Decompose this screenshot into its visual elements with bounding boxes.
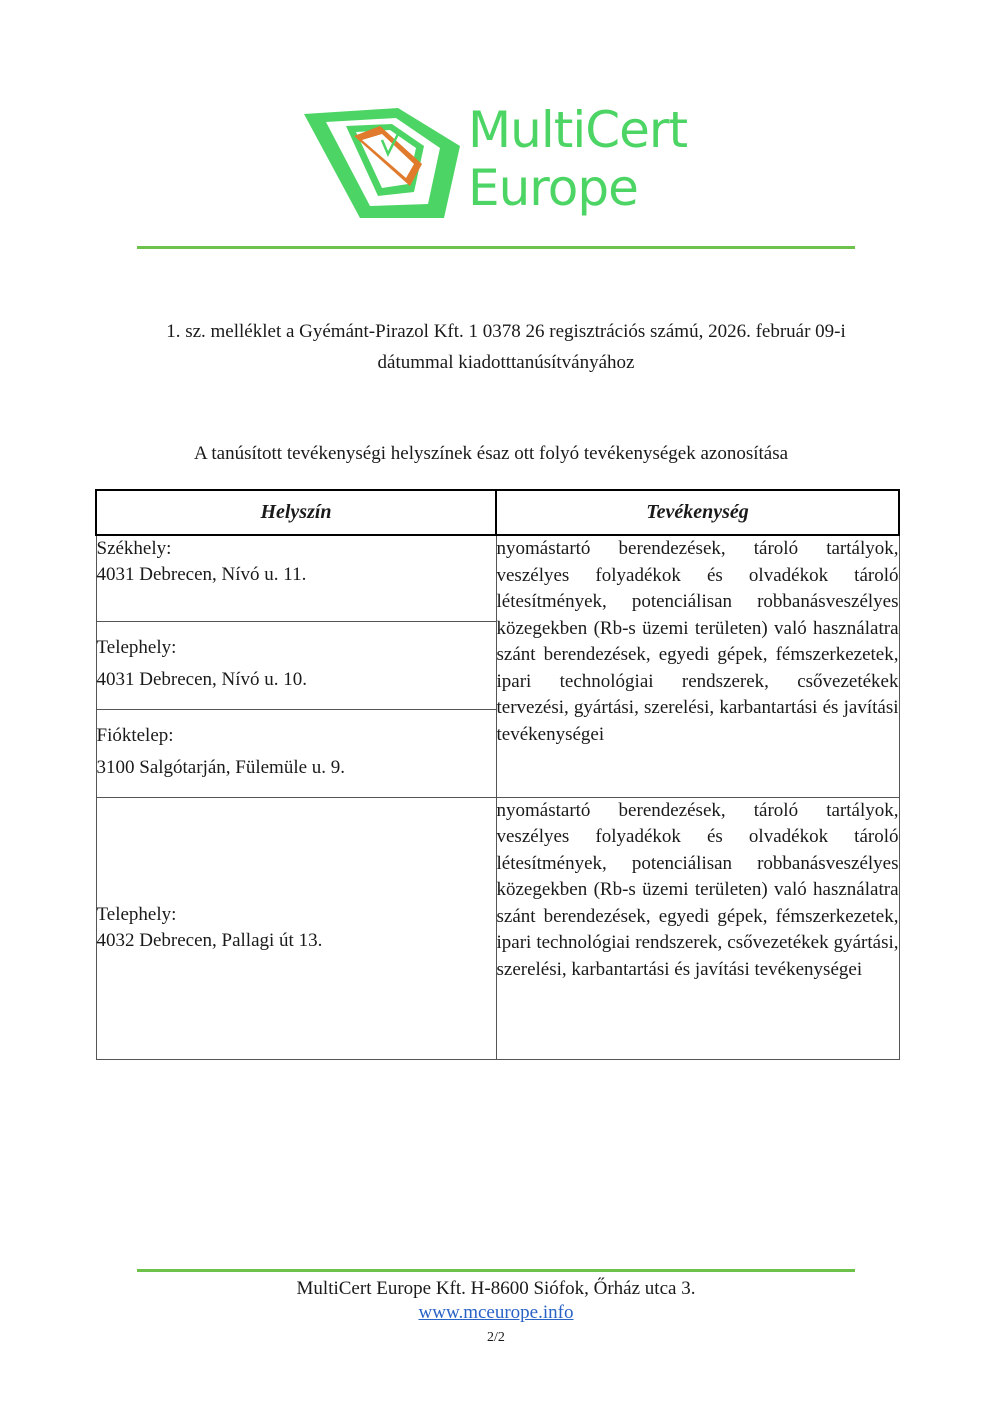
logo-text-line2: Europe <box>468 159 638 217</box>
location-label: Székhely: <box>96 538 172 559</box>
footer-address: MultiCert Europe Kft. H-8600 Siófok, Őrház utca 3. <box>296 1278 696 1299</box>
footer-website-link[interactable]: www.mceurope.info <box>418 1302 574 1323</box>
location-cell <box>96 797 496 1059</box>
table-row <box>96 797 899 1059</box>
header-divider <box>137 246 855 249</box>
multicert-logo <box>300 100 700 230</box>
page-number: 2/2 <box>487 1330 505 1345</box>
location-cell <box>96 709 496 797</box>
annex-title <box>96 316 916 378</box>
location-label: Telephely: <box>96 636 177 658</box>
logo-text-line1: MultiCert <box>468 101 688 159</box>
table-caption: A tanúsított tevékenységi helyszínek ésaz ott folyó tevékenységek azonosítása <box>193 443 789 464</box>
table-row <box>96 535 899 621</box>
location-cell <box>96 535 496 621</box>
location-address: 4031 Debrecen, Nívó u. 10. <box>96 668 308 690</box>
activity-cell: nyomástartó berendezések, tároló tartályok, veszélyes folyadékok és olvadékok tároló létesítmények, potenciálisan robbanásveszélyes közegekben (Rb-s üzemi területen) való használatra szánt berendezések, egyedi gépek, fémszerkezetek, ipari technológiai rendszerek, csővezetékek tervezési, gyártási, szerelési, karbantartási és javítási tevékenységei <box>496 535 899 797</box>
annex-title-line2: dátummal kiadotttanúsítványához <box>377 352 635 373</box>
header-location: Helyszín <box>96 490 496 535</box>
header-activity: Tevékenység <box>496 490 899 535</box>
location-address: 4032 Debrecen, Pallagi út 13. <box>96 930 323 951</box>
location-cell <box>96 621 496 709</box>
annex-title-line1: 1. sz. melléklet a Gyémánt-Pirazol Kft. 1 0378 26 regisztrációs számú, 2026. február 09-i <box>166 321 846 342</box>
location-address: 3100 Salgótarján, Fülemüle u. 9. <box>96 756 346 778</box>
locations-table <box>95 489 900 1060</box>
location-address: 4031 Debrecen, Nívó u. 11. <box>96 564 307 585</box>
activity-cell: nyomástartó berendezések, tároló tartályok, veszélyes folyadékok és olvadékok tároló létesítmények, potenciálisan robbanásveszélyes közegekben (Rb-s üzemi területen) való használatra szánt berendezések, egyedi gépek, fémszerkezetek, ipari technológiai rendszerek, csővezetékek gyártási, szerelési, karbantartási és javítási tevékenységei <box>496 797 899 1059</box>
diamond-logo-icon <box>300 100 470 230</box>
footer-divider <box>137 1269 855 1272</box>
location-label: Fióktelep: <box>96 724 174 746</box>
location-label: Telephely: <box>96 904 177 925</box>
